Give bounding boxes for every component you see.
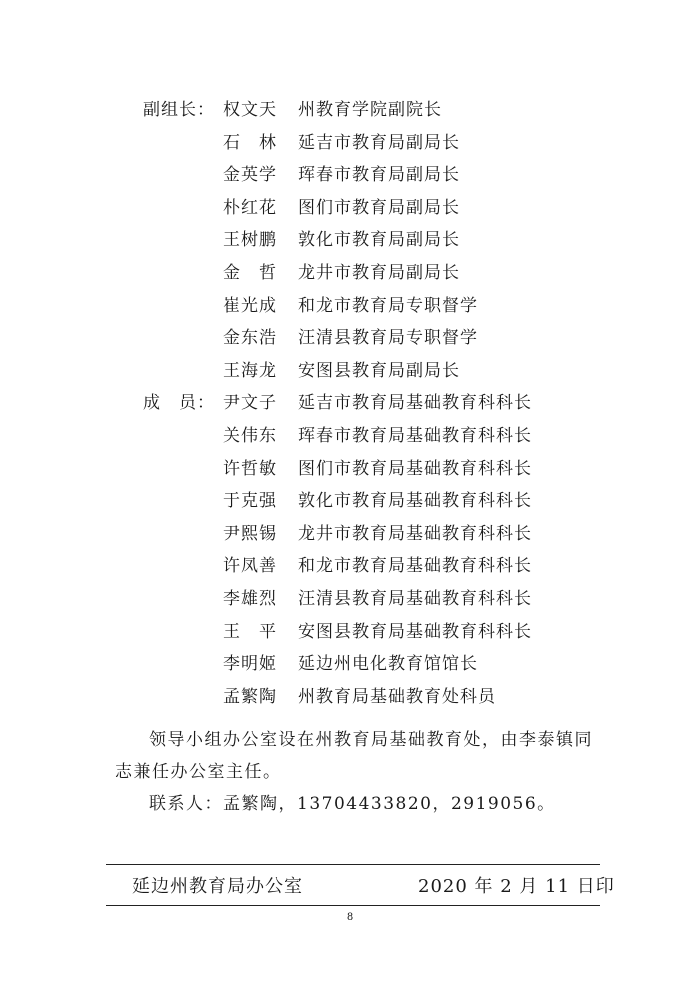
member-name: 李雄烈 — [223, 589, 277, 609]
member-title: 珲春市教育局基础教育科科长 — [298, 426, 532, 446]
contact-line: 联系人：孟繁陶，13704433820，2919056。 — [149, 794, 556, 814]
member-title: 龙井市教育局副局长 — [298, 263, 460, 283]
member-role: 副组长： — [143, 100, 215, 120]
member-title: 珲春市教育局副局长 — [298, 165, 460, 186]
footer-top-rule — [106, 864, 600, 865]
member-name: 王海龙 — [223, 360, 277, 381]
member-title: 延边州电化教育馆馆长 — [298, 654, 478, 675]
member-title: 汪清县教育局专职督学 — [298, 328, 478, 349]
member-role: 成 员： — [143, 393, 215, 414]
member-name: 尹熙锡 — [223, 523, 277, 544]
member-title: 安图县教育局基础教育科科长 — [298, 621, 532, 642]
member-name: 石 林 — [223, 132, 277, 153]
member-title: 龙井市教育局基础教育科科长 — [298, 523, 532, 544]
member-name: 朴红花 — [223, 197, 277, 218]
member-name: 尹文子 — [223, 393, 277, 414]
member-title: 汪清县教育局基础教育科科长 — [298, 589, 532, 609]
member-title: 和龙市教育局基础教育科科长 — [298, 556, 532, 577]
member-name: 许凤善 — [223, 556, 277, 577]
member-name: 崔光成 — [223, 295, 277, 316]
member-title: 安图县教育局副局长 — [298, 360, 460, 381]
member-name: 许哲敏 — [223, 458, 277, 479]
member-title: 图们市教育局副局长 — [298, 197, 460, 218]
member-name: 李明姬 — [223, 654, 277, 675]
member-name: 金东浩 — [223, 328, 277, 349]
member-name: 王 平 — [223, 621, 277, 642]
member-name: 关伟东 — [223, 426, 277, 446]
footer-bottom-rule — [106, 905, 600, 906]
member-title: 敦化市教育局副局长 — [298, 230, 460, 251]
footer-date: 2020 年 2 月 11 日印 — [418, 876, 615, 897]
member-title: 敦化市教育局基础教育科科长 — [298, 491, 532, 512]
page-number: 8 — [346, 912, 354, 923]
footer-issuer: 延边州教育局办公室 — [132, 876, 303, 897]
member-name: 王树鹏 — [223, 230, 277, 251]
member-name: 孟繁陶 — [223, 686, 277, 707]
member-title: 州教育局基础教育处科员 — [298, 686, 496, 707]
member-title: 延吉市教育局副局长 — [298, 132, 460, 153]
member-title: 延吉市教育局基础教育科科长 — [298, 393, 532, 414]
member-name: 于克强 — [223, 491, 277, 512]
member-title: 图们市教育局基础教育科科长 — [298, 458, 532, 479]
member-name: 金 哲 — [223, 263, 277, 283]
office-paragraph: 领导小组办公室设在州教育局基础教育处，由李泰镇同志兼任办公室主任。 — [115, 730, 593, 782]
member-name: 金英学 — [223, 165, 277, 186]
member-title: 和龙市教育局专职督学 — [298, 295, 478, 316]
member-title: 州教育学院副院长 — [298, 100, 442, 120]
member-name: 权文天 — [223, 100, 277, 120]
